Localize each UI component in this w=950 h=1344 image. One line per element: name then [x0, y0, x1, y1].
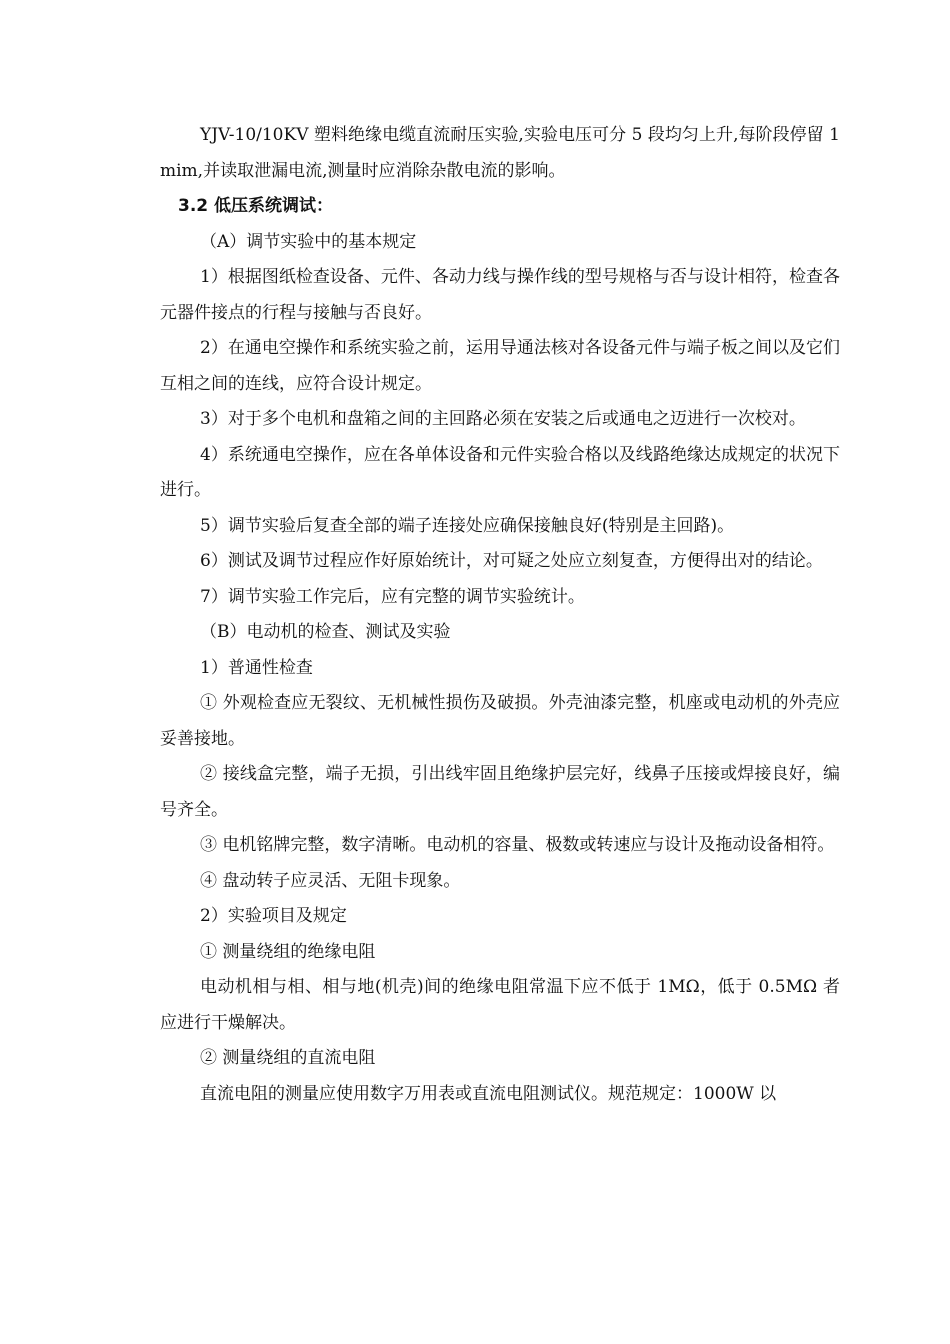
paragraph-a-2: 2）在通电空操作和系统实验之前，运用导通法核对各设备元件与端子板之间以及它们互相之间的连线，应符合设计规定。 — [160, 338, 840, 394]
paragraph-b-1-item-1: ① 外观检查应无裂纹、无机械性损伤及破损。外壳油漆完整，机座或电动机的外壳应妥善接地。 — [160, 693, 840, 749]
paragraph-a-3: 3）对于多个电机和盘箱之间的主回路必须在安装之后或通电之迈进行一次校对。 — [200, 409, 806, 429]
document-page — [160, 118, 840, 1112]
paragraph-b-2-item-1-body: 电动机相与相、相与地(机壳)间的绝缘电阻常温下应不低于 1MΩ，低于 0.5MΩ 者应进行干燥解决。 — [160, 977, 840, 1033]
paragraph-b-2-item-2-title: ② 测量绕组的直流电阻 — [200, 1048, 376, 1068]
paragraph-a-5: 5）调节实验后复查全部的端子连接处应确保接触良好(特别是主回路)。 — [200, 515, 735, 536]
subsection-a-title: （A）调节实验中的基本规定 — [200, 231, 417, 252]
paragraph-b-1-title: 1）普通性检查 — [200, 657, 313, 678]
paragraph-b-2-item-1-title: ① 测量绕组的绝缘电阻 — [200, 941, 376, 962]
paragraph-cable-test: YJV-10/10KV 塑料绝缘电缆直流耐压实验,实验电压可分 5 段均匀上升,每阶段停留 1mim,并读取泄漏电流,测量时应消除杂散电流的影响。 — [160, 125, 840, 181]
section-heading-3-2: 3.2 低压系统调试： — [178, 196, 334, 216]
paragraph-a-6: 6）测试及调节过程应作好原始统计，对可疑之处应立刻复查，方便得出对的结论。 — [200, 551, 823, 571]
paragraph-b-2-title: 2）实验项目及规定 — [200, 906, 347, 926]
paragraph-a-4: 4）系统通电空操作，应在各单体设备和元件实验合格以及线路绝缘达成规定的状况下进行。 — [160, 444, 840, 500]
paragraph-a-7: 7）调节实验工作完后，应有完整的调节实验统计。 — [200, 586, 585, 607]
paragraph-a-1: 1）根据图纸检查设备、元件、各动力线与操作线的型号规格与否与设计相符，检查各元器件接点的行程与接触与否良好。 — [160, 267, 840, 323]
paragraph-b-1-item-4: ④ 盘动转子应灵活、无阻卡现象。 — [200, 870, 461, 891]
paragraph-b-1-item-3: ③ 电机铭牌完整，数字清晰。电动机的容量、极数或转速应与设计及拖动设备相符。 — [200, 835, 835, 855]
subsection-b-title: （B）电动机的检查、测试及实验 — [200, 622, 451, 642]
paragraph-b-1-item-2: ② 接线盒完整，端子无损，引出线牢固且绝缘护层完好，线鼻子压接或焊接良好，编号齐全。 — [160, 764, 840, 820]
paragraph-b-2-item-2-body: 直流电阻的测量应使用数字万用表或直流电阻测试仪。规范规定：1000W 以 — [200, 1083, 777, 1104]
